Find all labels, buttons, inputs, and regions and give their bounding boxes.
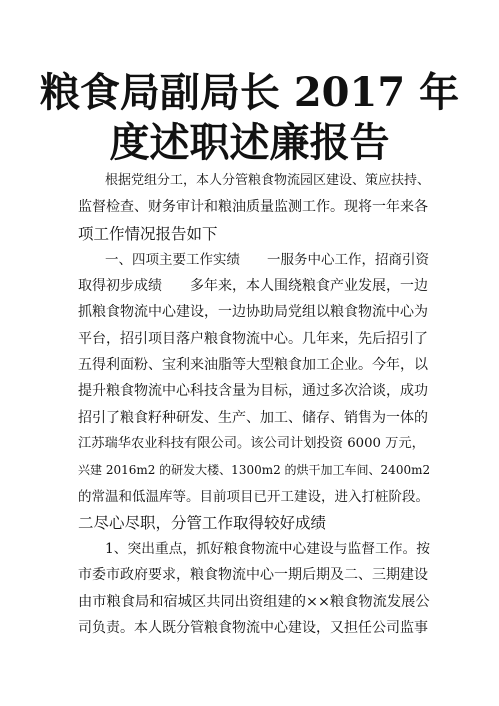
body-line: 江苏瑞华农业科技有限公司。该公司计划投资 6000 万元， bbox=[78, 435, 425, 451]
body-line: 一、四项主要工作实绩 一服务中心工作，招商引资 bbox=[105, 251, 429, 268]
body-line: 由市粮食局和宿城区共同出资组建的××粮食物流发展公 bbox=[78, 593, 430, 610]
body-line: 抓粮食物流中心建设，一边协助局党组以粮食物流中心为 bbox=[78, 304, 428, 321]
body-line: 二尽心尽职，分管工作取得较好成绩 bbox=[78, 513, 327, 532]
body-line: 平台，招引项目落户粮食物流中心。几年来，先后招引了 bbox=[78, 330, 428, 347]
body-line: 1、突出重点，抓好粮食物流中心建设与监督工作。按 bbox=[105, 541, 430, 558]
body-line: 五得利面粉、宝利来油脂等大型粮食加工企业。今年，以 bbox=[78, 357, 428, 374]
body-line: 司负责。本人既分管粮食物流中心建设，又担任公司监事 bbox=[78, 620, 428, 637]
body-line: 提升粮食物流中心科技含量为目标，通过多次洽谈，成功 bbox=[78, 383, 428, 400]
body-line: 项工作情况报告如下 bbox=[78, 224, 218, 243]
body-line: 根据党组分工，本人分管粮食物流园区建设、策应扶持、 bbox=[105, 173, 430, 188]
body-line: 市委市政府要求，粮食物流中心一期后期及二、三期建设 bbox=[78, 567, 428, 584]
body-line: 兴建 2016m2 的研发大楼、1300m2 的烘干加工车间、2400m2 bbox=[78, 463, 430, 478]
body-line: 的常温和低温库等。目前项目已开工建设，进入打桩阶段。 bbox=[78, 488, 429, 505]
body-line: 监督检查、财务审计和粮油质量监测工作。现将一年来各 bbox=[78, 199, 428, 216]
document-body bbox=[78, 168, 430, 641]
document-title-line-2: 度述职述廉报告 bbox=[109, 119, 390, 166]
body-line: 招引了粮食籽种研发、生产、加工、储存、销售为一体的 bbox=[78, 409, 428, 426]
body-line: 取得初步成绩 多年来，本人围绕粮食产业发展，一边 bbox=[78, 278, 428, 295]
document-title-line-1: 粮食局副局长 2017 年 bbox=[39, 69, 460, 116]
